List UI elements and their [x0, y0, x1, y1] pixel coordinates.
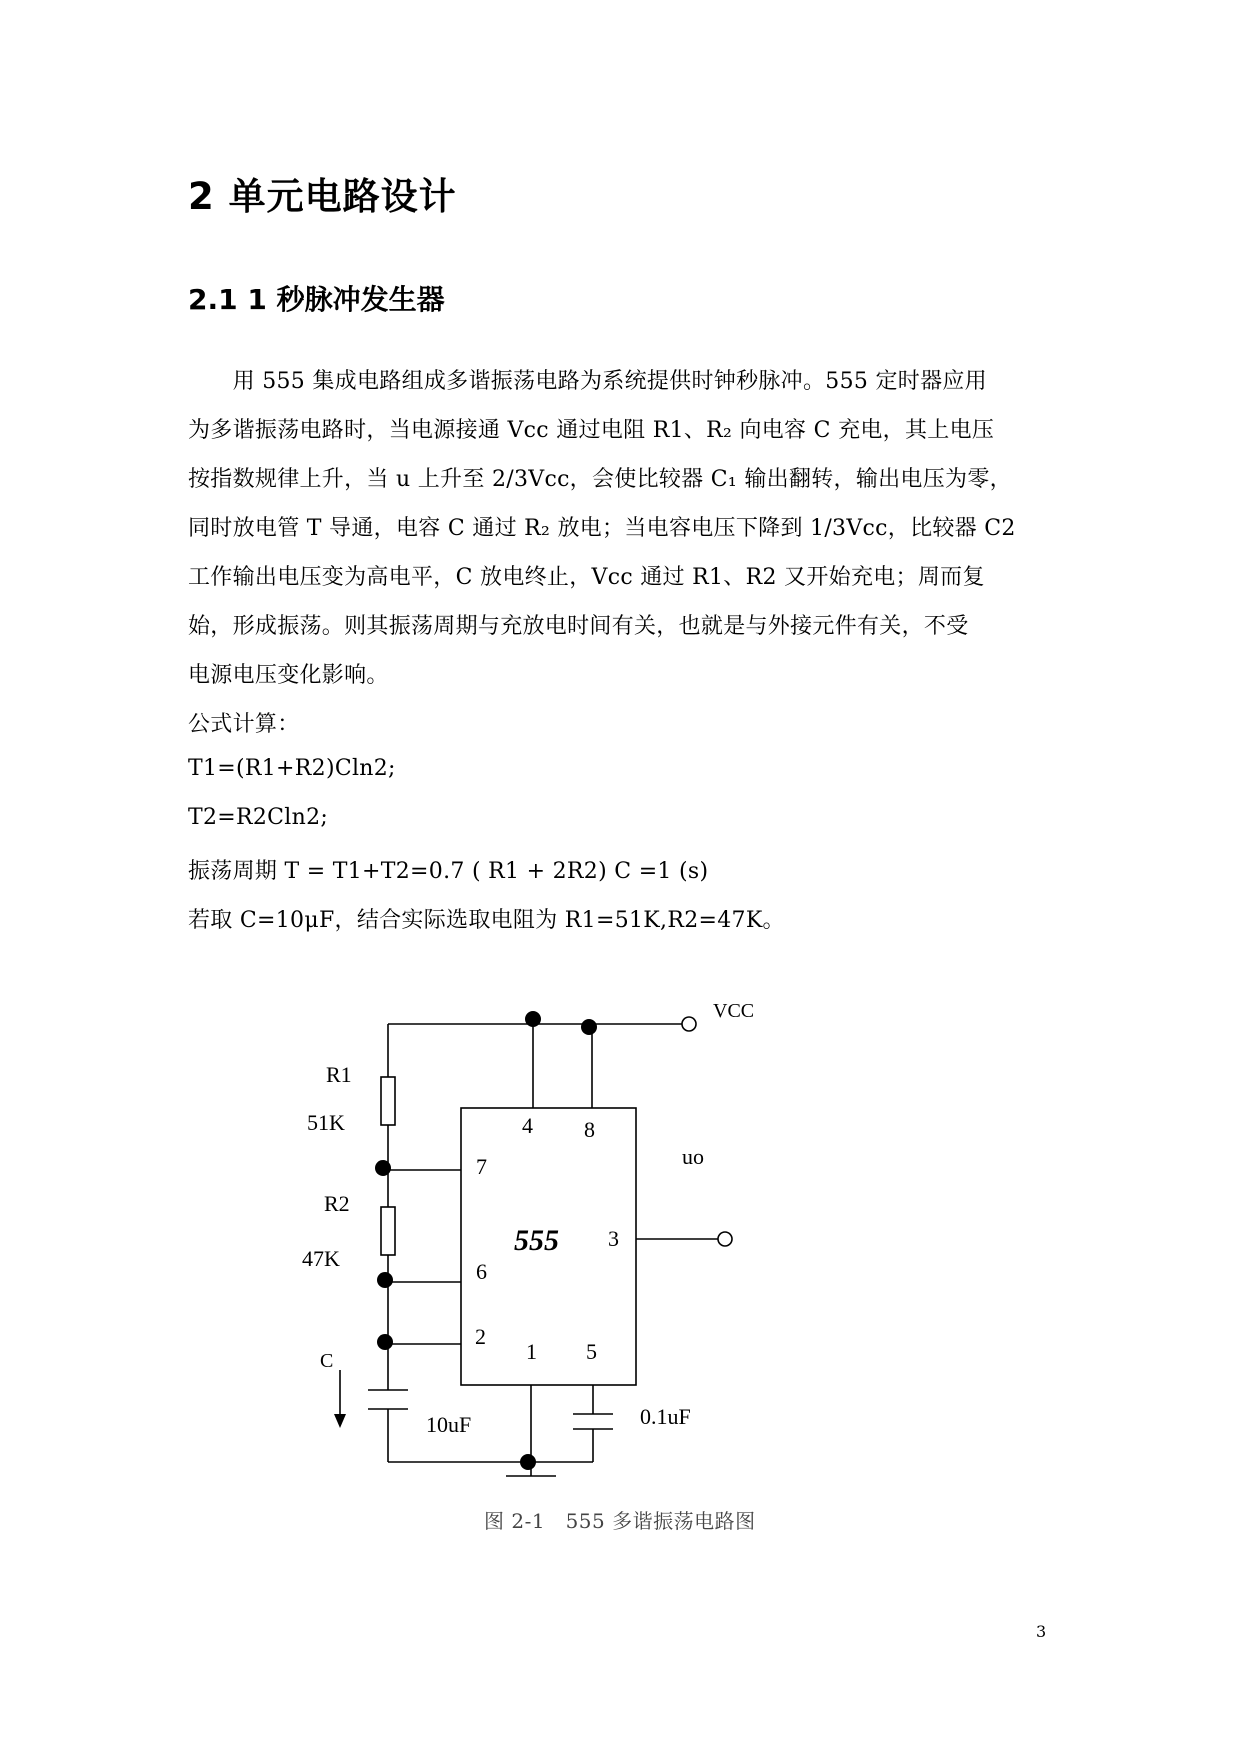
junction-dot	[581, 1019, 597, 1035]
pin-label: 8	[584, 1117, 595, 1142]
junction-dot	[375, 1160, 391, 1176]
formula-t1: T1=(R1+R2)Cln2;	[188, 756, 396, 781]
chip-label: 555	[514, 1224, 559, 1257]
vcc-label: VCC	[713, 1000, 755, 1022]
resistor-r1	[381, 1077, 395, 1125]
pin-label: 3	[608, 1226, 619, 1251]
paragraph-line: 电源电压变化影响。	[188, 663, 389, 688]
vcc-terminal	[682, 1017, 696, 1031]
pin-label: 7	[476, 1154, 487, 1179]
r2-value: 47K	[302, 1246, 340, 1271]
paragraph-line: 用 555 集成电路组成多谐振荡电路为系统提供时钟秒脉冲。555 定时器应用	[188, 369, 987, 394]
junction-dot	[525, 1011, 541, 1027]
c2-value: 0.1uF	[640, 1404, 691, 1429]
paragraph-line: 工作输出电压变为高电平，C 放电终止，Vcc 通过 R1、R2 又开始充电；周而复	[188, 565, 985, 590]
paragraph-line: 为多谐振荡电路时，当电源接通 Vcc 通过电阻 R1、R₂ 向电容 C 充电，其上电压	[188, 418, 995, 443]
pin-label: 4	[522, 1113, 533, 1138]
formula-intro: 公式计算：	[188, 712, 300, 737]
figure-caption: 图 2-1 555 多谐振荡电路图	[484, 1509, 756, 1533]
output-label: uo	[682, 1144, 704, 1169]
paragraph-line: 始，形成振荡。则其振荡周期与充放电时间有关，也就是与外接元件有关，不受	[188, 614, 969, 639]
arrow-head	[334, 1414, 346, 1428]
formula-values: 若取 C=10μF，结合实际选取电阻为 R1=51K,R2=47K。	[188, 908, 785, 933]
output-terminal	[718, 1232, 732, 1246]
paragraph-line: 同时放电管 T 导通，电容 C 通过 R₂ 放电；当电容电压下降到 1/3Vcc，比较器 C2	[188, 516, 1016, 541]
c-value: 10uF	[426, 1412, 472, 1437]
paragraph-line: 按指数规律上升，当 u 上升至 2/3Vcc，会使比较器 C₁ 输出翻转，输出电压为零，	[188, 467, 1012, 492]
pin-label: 1	[526, 1339, 537, 1364]
chapter-heading: 2 单元电路设计	[188, 175, 457, 218]
r1-value: 51K	[307, 1110, 345, 1135]
r1-name: R1	[326, 1062, 352, 1087]
c-name: C	[320, 1350, 334, 1372]
formula-period: 振荡周期 T = T1+T2=0.7 ( R1 + 2R2) C =1 (s)	[188, 859, 709, 884]
junction-dot	[520, 1454, 536, 1470]
resistor-r2	[381, 1207, 395, 1255]
pin-label: 6	[476, 1259, 487, 1284]
junction-dot	[377, 1272, 393, 1288]
junction-dot	[377, 1334, 393, 1350]
r2-name: R2	[324, 1191, 350, 1216]
section-heading: 2.1 1 秒脉冲发生器	[188, 283, 445, 316]
formula-t2: T2=R2Cln2;	[188, 805, 329, 830]
page-number: 3	[1036, 1622, 1047, 1641]
pin-label: 2	[475, 1324, 486, 1349]
pin-label: 5	[586, 1339, 597, 1364]
